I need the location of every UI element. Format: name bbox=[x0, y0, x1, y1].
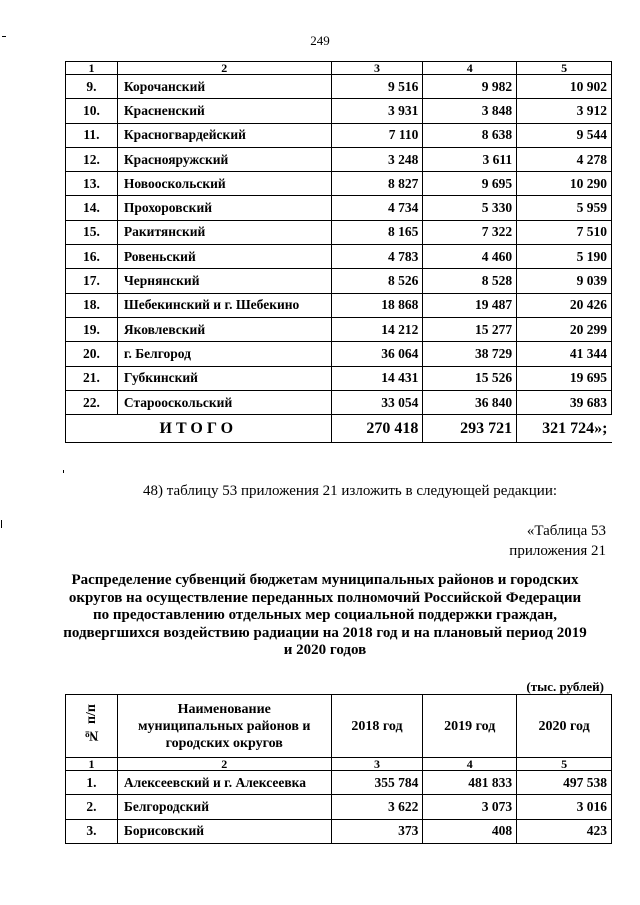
value-2020: 19 695 bbox=[517, 366, 612, 390]
district-name: Яковлевский bbox=[117, 317, 331, 341]
value-2019: 9 982 bbox=[423, 75, 517, 99]
row-number: 18. bbox=[66, 293, 118, 317]
value-2020: 10 902 bbox=[517, 75, 612, 99]
scan-artifact bbox=[2, 36, 6, 37]
table-row bbox=[66, 172, 612, 196]
district-name: Борисовский bbox=[117, 819, 331, 843]
col-name-header bbox=[117, 695, 331, 758]
header-cell: 1 bbox=[66, 758, 118, 771]
value-2018: 8 165 bbox=[331, 220, 423, 244]
table-header-numbers bbox=[66, 62, 612, 75]
row-number: 14. bbox=[66, 196, 118, 220]
table-row bbox=[66, 366, 612, 390]
table-header-numbers bbox=[66, 758, 612, 771]
value-2018: 373 bbox=[331, 819, 423, 843]
heading-line: округов на осуществление переданных полномочий Российской Федерации bbox=[68, 589, 582, 606]
heading-line: Распределение субвенций бюджетам муниципальных районов и городских bbox=[71, 572, 579, 588]
table-row bbox=[66, 795, 612, 819]
district-name: Новооскольский bbox=[117, 172, 331, 196]
units-label: (тыс. рублей) bbox=[526, 679, 604, 694]
value-2019: 5 330 bbox=[423, 196, 517, 220]
value-2020: 7 510 bbox=[517, 220, 612, 244]
value-2019: 38 729 bbox=[423, 342, 517, 366]
col-name-line: муниципальных районов и bbox=[138, 718, 311, 734]
value-2020: 9 544 bbox=[517, 123, 612, 147]
district-name: Чернянский bbox=[117, 269, 331, 293]
table-row bbox=[66, 196, 612, 220]
value-2018: 4 734 bbox=[331, 196, 423, 220]
total-row bbox=[66, 415, 612, 443]
table-row bbox=[66, 147, 612, 171]
value-2020: 4 278 bbox=[517, 147, 612, 171]
row-number: 22. bbox=[66, 390, 118, 414]
value-2019: 15 526 bbox=[423, 366, 517, 390]
value-2019: 7 322 bbox=[423, 220, 517, 244]
value-2019: 3 611 bbox=[423, 147, 517, 171]
district-name: Белгородский bbox=[117, 795, 331, 819]
district-name: Шебекинский и г. Шебекино bbox=[117, 293, 331, 317]
table-row bbox=[66, 342, 612, 366]
district-name: г. Белгород bbox=[117, 342, 331, 366]
subvention-table-53 bbox=[65, 694, 612, 844]
value-2020: 423 bbox=[517, 819, 612, 843]
value-2018: 3 931 bbox=[331, 99, 423, 123]
value-2020: 9 039 bbox=[517, 269, 612, 293]
value-2019: 19 487 bbox=[423, 293, 517, 317]
value-2020: 3 016 bbox=[517, 795, 612, 819]
row-number: 21. bbox=[66, 366, 118, 390]
heading-line: подвергшихся воздействию радиации на 2018 год и на плановый период 2019 bbox=[63, 624, 587, 641]
value-2019: 36 840 bbox=[423, 390, 517, 414]
value-2020: 39 683 bbox=[517, 390, 612, 414]
value-2019: 3 848 bbox=[423, 99, 517, 123]
district-name: Красненский bbox=[117, 99, 331, 123]
col-2019-header: 2019 год bbox=[423, 695, 517, 758]
district-name: Красногвардейский bbox=[117, 123, 331, 147]
table-row bbox=[66, 771, 612, 795]
col-name-line: Наименование bbox=[177, 701, 271, 717]
header-cell: 4 bbox=[423, 62, 517, 75]
district-name: Ровеньский bbox=[117, 245, 331, 269]
header-cell: 5 bbox=[517, 62, 612, 75]
scan-artifact bbox=[63, 470, 64, 473]
value-2018: 8 827 bbox=[331, 172, 423, 196]
heading-line: и 2020 годов bbox=[283, 642, 367, 658]
header-cell: 3 bbox=[331, 62, 423, 75]
value-2018: 355 784 bbox=[331, 771, 423, 795]
value-2018: 3 248 bbox=[331, 147, 423, 171]
col-number-label: № п/п bbox=[83, 704, 99, 743]
table-header bbox=[66, 695, 612, 758]
value-2018: 3 622 bbox=[331, 795, 423, 819]
value-2018: 14 212 bbox=[331, 317, 423, 341]
total-2020: 321 724»; bbox=[517, 415, 612, 443]
table-heading bbox=[60, 572, 590, 660]
value-2019: 408 bbox=[423, 819, 517, 843]
subvention-table-continued bbox=[65, 61, 612, 443]
row-number: 15. bbox=[66, 220, 118, 244]
value-2018: 9 516 bbox=[331, 75, 423, 99]
value-2019: 15 277 bbox=[423, 317, 517, 341]
district-name: Корочанский bbox=[117, 75, 331, 99]
row-number: 1. bbox=[66, 771, 118, 795]
total-2018: 270 418 bbox=[331, 415, 423, 443]
value-2020: 10 290 bbox=[517, 172, 612, 196]
header-cell: 1 bbox=[66, 62, 118, 75]
amendment-paragraph: 48) таблицу 53 приложения 21 изложить в следующей редакции: bbox=[143, 483, 558, 499]
total-label: ИТОГО bbox=[66, 415, 332, 443]
header-cell: 2 bbox=[117, 758, 331, 771]
header-cell: 5 bbox=[517, 758, 612, 771]
col-2020-header: 2020 год bbox=[517, 695, 612, 758]
value-2019: 8 528 bbox=[423, 269, 517, 293]
value-2019: 9 695 bbox=[423, 172, 517, 196]
row-number: 20. bbox=[66, 342, 118, 366]
value-2020: 41 344 bbox=[517, 342, 612, 366]
value-2018: 36 064 bbox=[331, 342, 423, 366]
value-2020: 5 959 bbox=[517, 196, 612, 220]
header-cell: 3 bbox=[331, 758, 423, 771]
col-number-header bbox=[66, 695, 118, 758]
value-2018: 8 526 bbox=[331, 269, 423, 293]
value-2020: 20 299 bbox=[517, 317, 612, 341]
row-number: 10. bbox=[66, 99, 118, 123]
row-number: 2. bbox=[66, 795, 118, 819]
row-number: 19. bbox=[66, 317, 118, 341]
table-row bbox=[66, 269, 612, 293]
district-name: Алексеевский и г. Алексеевка bbox=[117, 771, 331, 795]
col-name-line: городских округов bbox=[165, 735, 283, 751]
table-row bbox=[66, 99, 612, 123]
row-number: 3. bbox=[66, 819, 118, 843]
value-2018: 4 783 bbox=[331, 245, 423, 269]
value-2020: 5 190 bbox=[517, 245, 612, 269]
header-cell: 4 bbox=[423, 758, 517, 771]
value-2018: 18 868 bbox=[331, 293, 423, 317]
value-2020: 20 426 bbox=[517, 293, 612, 317]
scan-artifact bbox=[1, 520, 2, 528]
heading-line: по предоставлению отдельных мер социальной поддержки граждан, bbox=[92, 607, 557, 623]
value-2018: 7 110 bbox=[331, 123, 423, 147]
row-number: 16. bbox=[66, 245, 118, 269]
row-number: 9. bbox=[66, 75, 118, 99]
value-2018: 14 431 bbox=[331, 366, 423, 390]
row-number: 13. bbox=[66, 172, 118, 196]
page-number: 249 bbox=[310, 33, 330, 48]
table-reference-line1: «Таблица 53 bbox=[526, 523, 606, 539]
value-2018: 33 054 bbox=[331, 390, 423, 414]
value-2020: 497 538 bbox=[517, 771, 612, 795]
row-number: 11. bbox=[66, 123, 118, 147]
value-2020: 3 912 bbox=[517, 99, 612, 123]
value-2019: 481 833 bbox=[423, 771, 517, 795]
table-row bbox=[66, 293, 612, 317]
value-2019: 3 073 bbox=[423, 795, 517, 819]
row-number: 17. bbox=[66, 269, 118, 293]
col-2018-header: 2018 год bbox=[331, 695, 423, 758]
table-row bbox=[66, 220, 612, 244]
table-row bbox=[66, 245, 612, 269]
table-row bbox=[66, 75, 612, 99]
row-number: 12. bbox=[66, 147, 118, 171]
district-name: Прохоровский bbox=[117, 196, 331, 220]
table-row bbox=[66, 390, 612, 414]
table-reference bbox=[509, 521, 606, 561]
value-2019: 4 460 bbox=[423, 245, 517, 269]
district-name: Краснояружский bbox=[117, 147, 331, 171]
district-name: Губкинский bbox=[117, 366, 331, 390]
table-row bbox=[66, 819, 612, 843]
header-cell: 2 bbox=[117, 62, 331, 75]
total-2019: 293 721 bbox=[423, 415, 517, 443]
table-row bbox=[66, 317, 612, 341]
district-name: Ракитянский bbox=[117, 220, 331, 244]
value-2019: 8 638 bbox=[423, 123, 517, 147]
district-name: Старооскольский bbox=[117, 390, 331, 414]
table-row bbox=[66, 123, 612, 147]
table-reference-line2: приложения 21 bbox=[509, 543, 606, 559]
